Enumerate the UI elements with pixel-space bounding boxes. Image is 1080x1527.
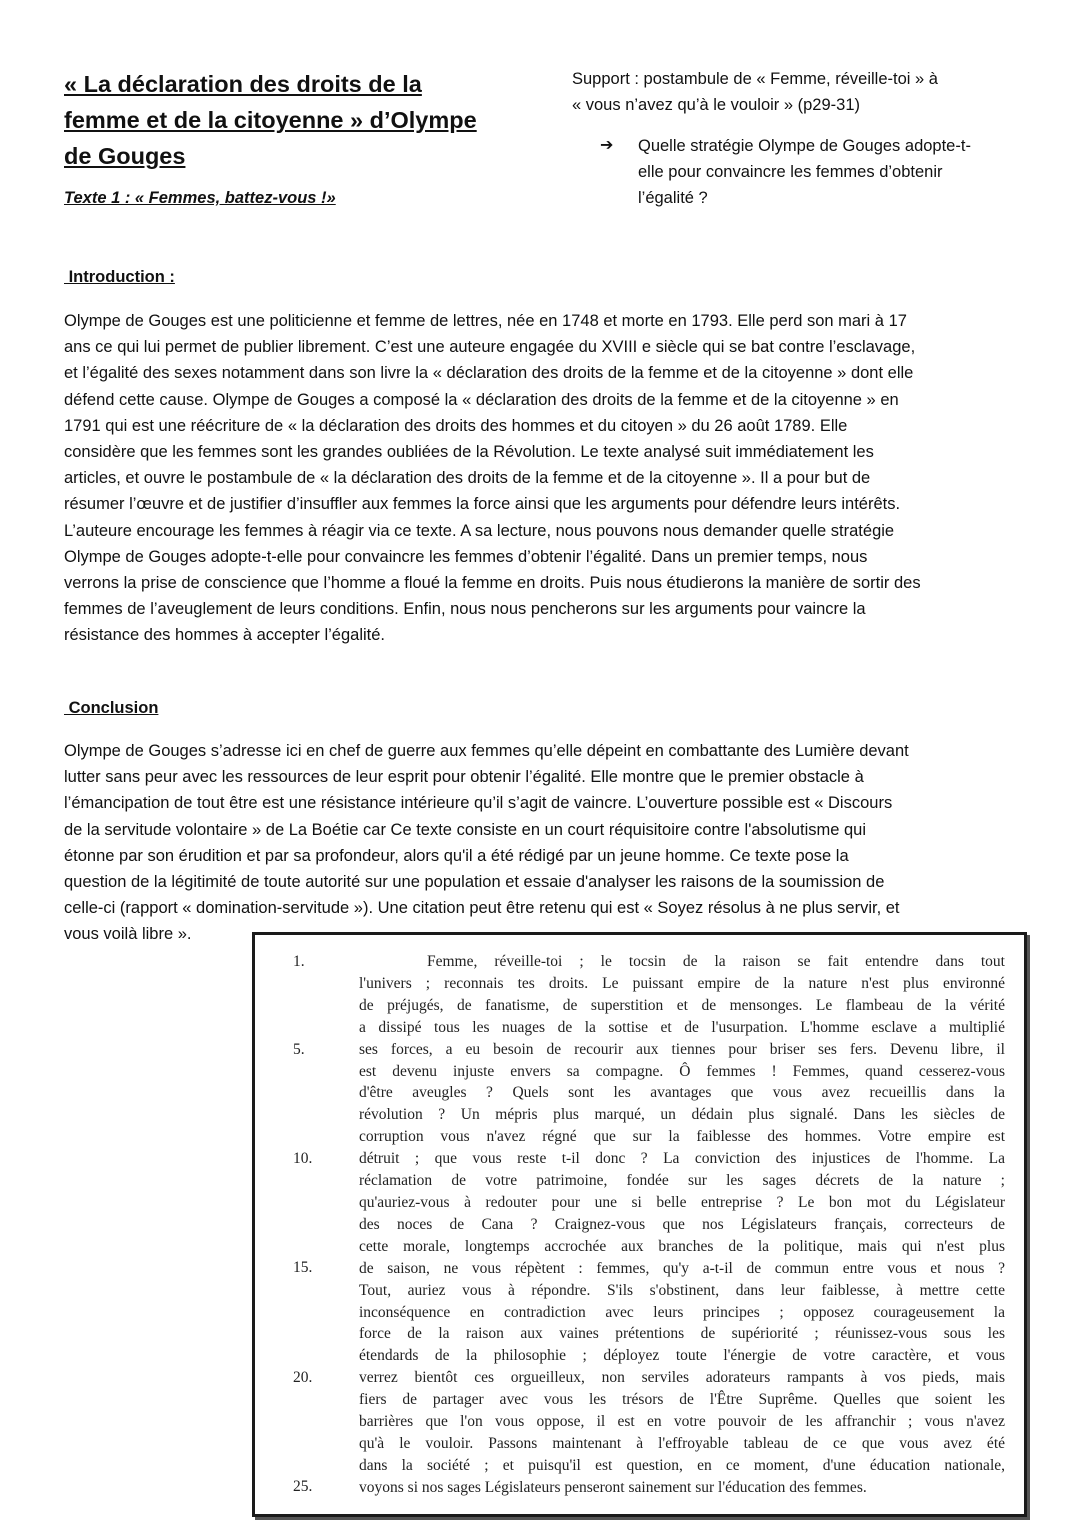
line-number bbox=[293, 1323, 312, 1345]
excerpt-line: des noces de Cana ? Craignez-vous que nos Législateurs français, correcteurs de bbox=[359, 1215, 1005, 1233]
excerpt-line: force de la raison aux vaines prétentions de supériorité ; réunissez-vous sous les bbox=[359, 1325, 1005, 1343]
line-number bbox=[293, 1433, 312, 1455]
question-line: l’égalité ? bbox=[638, 189, 708, 207]
paragraph-line: verrons la prise de conscience que l’homme a floué la femme en droits. Puis nous étudierons la manière de sortir des bbox=[64, 574, 921, 593]
title-line: de Gouges bbox=[64, 143, 186, 169]
excerpt-line: ses forces, a eu besoin de recourir aux tiennes pour briser ses fers. Devenu libre, il bbox=[359, 1040, 1005, 1058]
paragraph-line: articles, et ouvre le postambule de « la déclaration des droits de la femme et de la citoyenne ». Il a pour but de bbox=[64, 469, 871, 488]
excerpt-line: de préjugés, de fanatisme, de superstition et de mensonges. Le flambeau de la vérité bbox=[359, 996, 1005, 1014]
line-number bbox=[293, 1192, 312, 1214]
excerpt-line: verrez bientôt ces orgueilleux, non serviles adorateurs rampants à vos pieds, mais bbox=[359, 1369, 1005, 1387]
line-numbers bbox=[293, 951, 312, 1498]
line-number bbox=[293, 1170, 312, 1192]
paragraph-line: de la servitude volontaire » de La Boétie car Ce texte consiste en un court réquisitoire contre l'absolutisme qui bbox=[64, 820, 867, 839]
line-number bbox=[293, 1126, 312, 1148]
excerpt-line: qu'auriez-vous à redouter pour une si belle entreprise ? Le bon mot du Législateur bbox=[359, 1193, 1005, 1211]
line-number: 10. bbox=[293, 1150, 313, 1168]
paragraph-line: lutter sans peur avec les ressources de leur esprit pour obtenir l’égalité. Elle montre que le premier obstacle à bbox=[64, 768, 864, 787]
line-number: 20. bbox=[293, 1368, 313, 1386]
excerpt-line: Tout, auriez vous à répondre. S'ils s'obstinent, dans leur faiblesse, à mettre cette bbox=[359, 1281, 1005, 1299]
line-number bbox=[293, 1017, 312, 1039]
excerpt-line: Femme, réveille-toi ; le tocsin de la raison se fait entendre dans tout bbox=[427, 953, 1005, 970]
excerpt-line: de saison, ne vous répètent : femmes, qu'y a-t-il de commun entre vous et nous ? bbox=[359, 1259, 1005, 1277]
title-line: « La déclaration des droits de la bbox=[64, 71, 422, 97]
excerpt-line: révolution ? Un mépris plus marqué, un dédain plus signalé. Dans les siècles de bbox=[359, 1106, 1005, 1124]
paragraph-line: celle-ci (rapport « domination-servitude »). Une citation peut être retenu qui est « Soyez résolus à ne plus servir, et bbox=[64, 899, 900, 918]
text-subtitle: Texte 1 : « Femmes, battez-vous !» bbox=[64, 189, 336, 207]
paragraph-line: Olympe de Gouges est une politicienne et femme de lettres, née en 1748 et morte en 1793. Elle perd son mari à 17 bbox=[64, 312, 907, 330]
excerpt-line: étendards de la philosophie ; déployez toute l'énergie de votre caractère, et vous bbox=[359, 1347, 1005, 1365]
paragraph-line: étonne par son érudition et par sa profondeur, alors qu'il a été rédigé par un jeune homme. Ce texte pose la bbox=[64, 846, 849, 865]
support-line: « vous n’avez qu’à le vouloir » (p29-31) bbox=[572, 96, 861, 114]
line-number: 25. bbox=[293, 1478, 313, 1496]
line-number bbox=[293, 1345, 312, 1367]
excerpt-line: a dissipé tous les nuages de la sottise et de l'usurpation. L'homme esclave a multiplié bbox=[359, 1018, 1005, 1036]
conclusion-paragraph bbox=[64, 738, 1044, 948]
line-number bbox=[293, 1279, 312, 1301]
paragraph-line: Olympe de Gouges s’adresse ici en chef de guerre aux femmes qu’elle dépeint en combattante des Lumière devant bbox=[64, 742, 909, 760]
paragraph-line: ans ce qui lui permet de publier librement. C’est une auteure engagée du XVIII e siècle qui se bat contre l’esclavage, bbox=[64, 338, 916, 357]
paragraph-line: considère que les femmes sont les grandes oubliées de la Révolution. Le texte analysé suit immédiatement les bbox=[64, 443, 874, 462]
line-number bbox=[293, 1082, 312, 1104]
paragraph-line: l’émancipation de tout être est une résistance intérieure qu’il s’agit de vaincre. L’ouverture possible est « Discours bbox=[64, 794, 893, 813]
excerpt-line: qu'à le vouloir. Passons maintenant à l'effroyable tableau de ce que vous avez été bbox=[359, 1434, 1005, 1452]
paragraph-line: femmes de l’aveuglement de leurs conditions. Enfin, nous nous pencherons sur les arguments pour vaincre la bbox=[64, 600, 866, 619]
support-line: Support : postambule de « Femme, réveille-toi » à bbox=[572, 70, 938, 88]
question-line: Quelle stratégie Olympe de Gouges adopte-t- bbox=[638, 137, 971, 155]
paragraph-line: défend cette cause. Olympe de Gouges a composé la « déclaration des droits de la femme et de la citoyenne » en bbox=[64, 390, 899, 409]
introduction-heading: Introduction : bbox=[64, 268, 175, 286]
introduction-paragraph bbox=[64, 308, 1044, 649]
paragraph-line: Olympe de Gouges adopte-t-elle pour convaincre les femmes d’obtenir l’égalité. Dans un premier temps, nous bbox=[64, 547, 868, 566]
excerpt-line: cette morale, longtemps accrochée aux branches de la politique, mais qui n'est plus bbox=[359, 1237, 1005, 1255]
line-number bbox=[293, 1214, 312, 1236]
line-number bbox=[293, 1389, 312, 1411]
excerpt-line: dans la société ; et puisqu'il est question, en ce moment, d'une éducation nationale, bbox=[359, 1456, 1005, 1474]
excerpt-line: fiers de partager avec vous les trésors de l'Être Suprême. Quelles que soient les bbox=[359, 1391, 1005, 1409]
line-number bbox=[293, 1301, 312, 1323]
conclusion-heading: Conclusion bbox=[64, 699, 159, 717]
line-number bbox=[293, 1411, 312, 1433]
excerpt-line: voyons si nos sages Législateurs penseront sainement sur l'éducation des femmes. bbox=[359, 1478, 867, 1496]
paragraph-line: vous voilà libre ». bbox=[64, 925, 192, 944]
right-arrow-icon: ➔ bbox=[600, 137, 614, 154]
document-title bbox=[64, 66, 534, 174]
paragraph-line: 1791 qui est une réécriture de « la déclaration des droits des hommes et du citoyen » du 26 août 1789. Elle bbox=[64, 416, 848, 435]
problematic-question bbox=[600, 133, 1040, 211]
line-number bbox=[293, 1236, 312, 1258]
line-number: 1. bbox=[293, 953, 305, 970]
line-number bbox=[293, 973, 312, 995]
paragraph-line: question de la légitimité de toute autorité sur une population et essaie d'analyser les raisons de la soumission de bbox=[64, 873, 885, 892]
excerpt-line: corruption vous n'avez régné que sur la faiblesse des hommes. Votre empire est bbox=[359, 1128, 1005, 1146]
excerpt-line: inconséquence en contradiction avec leurs principes ; opposez courageusement la bbox=[359, 1303, 1005, 1321]
line-number: 5. bbox=[293, 1040, 305, 1058]
paragraph-line: résistance des hommes à accepter l’égalité. bbox=[64, 626, 385, 645]
line-number bbox=[293, 1454, 312, 1476]
paragraph-line: résumer l’œuvre et de justifier d’insuffler aux femmes la force ainsi que les arguments pour défendre leurs intérêts. bbox=[64, 495, 901, 514]
excerpt-box bbox=[252, 932, 1027, 1517]
excerpt-line: détruit ; que vous reste t-il donc ? La conviction des injustices de l'homme. La bbox=[359, 1150, 1005, 1168]
question-line: elle pour convaincre les femmes d’obtenir bbox=[638, 163, 943, 181]
excerpt-line: réclamation de votre patrimoine, fondée sur les sages décrets de la nature ; bbox=[359, 1172, 1005, 1190]
title-line: femme et de la citoyenne » d’Olympe bbox=[64, 107, 477, 133]
line-number bbox=[293, 1104, 312, 1126]
line-number bbox=[293, 995, 312, 1017]
paragraph-line: et l’égalité des sexes notamment dans son livre la « déclaration des droits de la femme et de la citoyenne » dont elle bbox=[64, 364, 914, 383]
support-note bbox=[572, 66, 1032, 118]
paragraph-line: L’auteure encourage les femmes à réagir via ce texte. A sa lecture, nous pouvons nous demander quelle stratégie bbox=[64, 521, 895, 540]
excerpt-line: d'être aveugles ? Quels sont les avantages que vous avez recueillis dans la bbox=[359, 1084, 1005, 1102]
excerpt-text bbox=[359, 951, 1005, 1499]
excerpt-line: est devenu injuste envers sa compagne. Ô femmes ! Femmes, quand cesserez-vous bbox=[359, 1062, 1005, 1080]
excerpt-line: l'univers ; reconnais tes droits. Le puissant empire de la nature n'est plus environné bbox=[359, 974, 1005, 992]
line-number: 15. bbox=[293, 1259, 313, 1277]
line-number bbox=[293, 1060, 312, 1082]
excerpt-line: barrières que l'on vous oppose, il est en votre pouvoir de les affranchir ; vous n'avez bbox=[359, 1413, 1005, 1431]
